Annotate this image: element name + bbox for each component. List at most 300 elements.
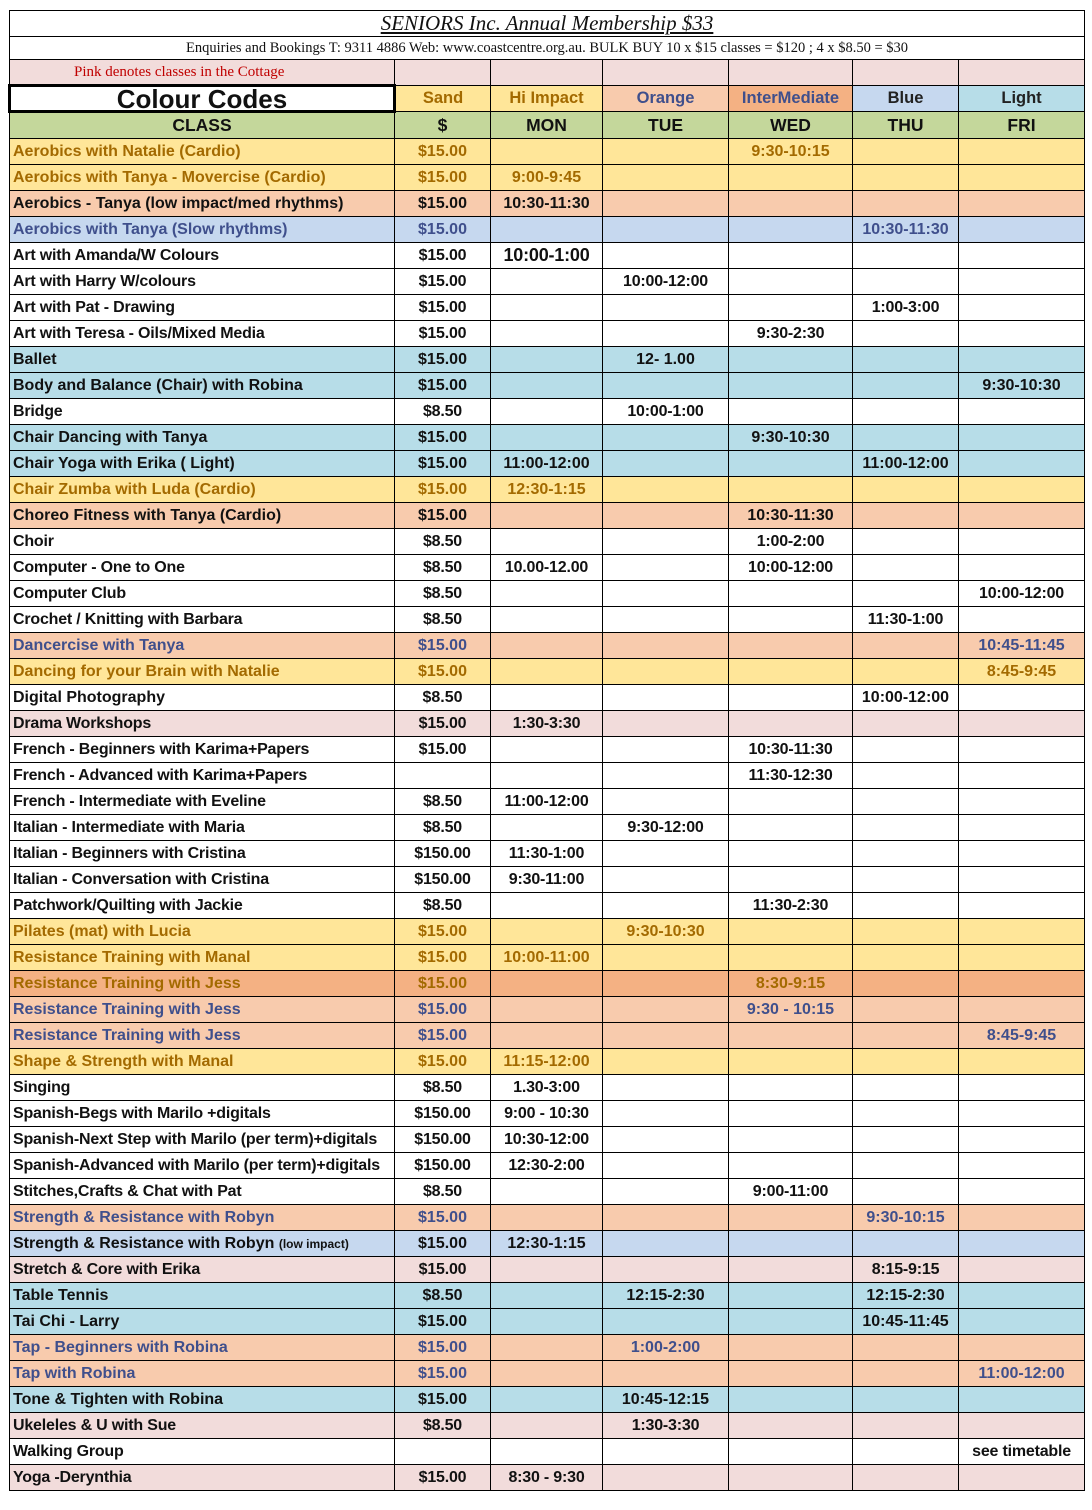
wed-cell xyxy=(729,945,853,971)
tue-cell xyxy=(603,555,729,581)
mon-cell xyxy=(491,321,603,347)
colour-codes-title: Colour Codes xyxy=(10,86,395,112)
wed-cell: 8:30-9:15 xyxy=(729,971,853,997)
thu-cell xyxy=(853,1413,959,1439)
class-name-cell xyxy=(10,789,395,815)
wed-cell xyxy=(729,841,853,867)
class-label: Drama Workshops xyxy=(13,714,152,732)
tue-cell xyxy=(603,477,729,503)
table-row xyxy=(10,555,1085,581)
price-cell: $15.00 xyxy=(395,451,491,477)
class-name-cell xyxy=(10,503,395,529)
mon-cell xyxy=(491,269,603,295)
price-cell: $15.00 xyxy=(395,1465,491,1491)
table-row xyxy=(10,1153,1085,1179)
header-thu: THU xyxy=(853,112,959,139)
header-price: $ xyxy=(395,112,491,139)
info-row xyxy=(10,37,1085,60)
mon-cell xyxy=(491,373,603,399)
class-name-cell xyxy=(10,1075,395,1101)
empty-cell xyxy=(729,60,853,86)
thu-cell xyxy=(853,1127,959,1153)
mon-cell xyxy=(491,1257,603,1283)
table-row xyxy=(10,1465,1085,1491)
price-cell: $8.50 xyxy=(395,1283,491,1309)
wed-cell xyxy=(729,1387,853,1413)
tue-cell: 9:30-10:30 xyxy=(603,919,729,945)
class-label: Tone & Tighten with Robina xyxy=(13,1390,224,1408)
thu-cell xyxy=(853,971,959,997)
price-cell: $15.00 xyxy=(395,659,491,685)
thu-cell xyxy=(853,867,959,893)
thu-cell xyxy=(853,893,959,919)
mon-cell xyxy=(491,1335,603,1361)
price-cell: $15.00 xyxy=(395,1231,491,1257)
class-suffix: (low impact) xyxy=(278,1236,349,1251)
table-row xyxy=(10,1179,1085,1205)
table-row xyxy=(10,1309,1085,1335)
price-cell: $15.00 xyxy=(395,165,491,191)
header-wed: WED xyxy=(729,112,853,139)
tue-cell xyxy=(603,321,729,347)
tue-cell xyxy=(603,659,729,685)
wed-cell xyxy=(729,451,853,477)
wed-cell: 9:30-10:15 xyxy=(729,139,853,165)
wed-cell xyxy=(729,1127,853,1153)
mon-cell xyxy=(491,1439,603,1465)
wed-cell: 9:30-2:30 xyxy=(729,321,853,347)
thu-cell xyxy=(853,347,959,373)
fri-cell xyxy=(959,607,1085,633)
mon-cell xyxy=(491,1309,603,1335)
tue-cell xyxy=(603,243,729,269)
title-row xyxy=(10,11,1085,37)
table-row xyxy=(10,347,1085,373)
table-row xyxy=(10,1127,1085,1153)
class-label: Tap - Beginners with Robina xyxy=(13,1338,228,1356)
class-name-cell xyxy=(10,373,395,399)
wed-cell xyxy=(729,867,853,893)
price-cell: $8.50 xyxy=(395,581,491,607)
wed-cell xyxy=(729,633,853,659)
header-tue: TUE xyxy=(603,112,729,139)
mon-cell: 12:30-1:15 xyxy=(491,477,603,503)
tue-cell xyxy=(603,1309,729,1335)
table-row xyxy=(10,1257,1085,1283)
price-cell: $15.00 xyxy=(395,217,491,243)
price-cell: $15.00 xyxy=(395,1257,491,1283)
table-row xyxy=(10,893,1085,919)
fri-cell xyxy=(959,269,1085,295)
price-cell: $15.00 xyxy=(395,945,491,971)
page-title: SENIORS Inc. Annual Membership $33 xyxy=(10,11,1085,37)
wed-cell: 11:30-12:30 xyxy=(729,763,853,789)
class-name-cell xyxy=(10,295,395,321)
class-label: Bridge xyxy=(13,402,63,420)
fri-cell xyxy=(959,1231,1085,1257)
class-name-cell xyxy=(10,1361,395,1387)
tue-cell xyxy=(603,217,729,243)
mon-cell xyxy=(491,919,603,945)
mon-cell xyxy=(491,1387,603,1413)
class-name-cell xyxy=(10,529,395,555)
price-cell: $150.00 xyxy=(395,1127,491,1153)
colour-codes-row xyxy=(10,86,1085,112)
tue-cell xyxy=(603,1361,729,1387)
wed-cell: 9:30 - 10:15 xyxy=(729,997,853,1023)
tue-cell xyxy=(603,945,729,971)
mon-cell xyxy=(491,659,603,685)
table-row xyxy=(10,867,1085,893)
table-row xyxy=(10,1023,1085,1049)
wed-cell xyxy=(729,217,853,243)
tue-cell xyxy=(603,1023,729,1049)
class-label: Stretch & Core with Erika xyxy=(13,1260,201,1278)
fri-cell xyxy=(959,893,1085,919)
thu-cell xyxy=(853,1075,959,1101)
wed-cell: 9:30-10:30 xyxy=(729,425,853,451)
wed-cell xyxy=(729,1309,853,1335)
tue-cell xyxy=(603,763,729,789)
class-label: Art with Amanda/W Colours xyxy=(13,246,219,264)
price-cell: $15.00 xyxy=(395,633,491,659)
class-label: Digital Photography xyxy=(13,688,165,706)
price-cell: $15.00 xyxy=(395,347,491,373)
header-fri: FRI xyxy=(959,112,1085,139)
price-cell: $8.50 xyxy=(395,1075,491,1101)
enquiries-info: Enquiries and Bookings T: 9311 4886 Web: www.coastcentre.org.au. BULK BUY 10 x $15 classes = $120 ; 4 x $8.50 = $30 xyxy=(10,37,1085,60)
class-label: Spanish-Next Step with Marilo (per term)+digitals xyxy=(13,1130,378,1148)
thu-cell xyxy=(853,737,959,763)
mon-cell: 11:15-12:00 xyxy=(491,1049,603,1075)
class-label: Art with Pat - Drawing xyxy=(13,298,175,316)
class-label: Ballet xyxy=(13,350,57,368)
thu-cell xyxy=(853,165,959,191)
code-sand: Sand xyxy=(395,86,491,112)
thu-cell xyxy=(853,711,959,737)
table-row xyxy=(10,165,1085,191)
thu-cell xyxy=(853,503,959,529)
mon-cell: 10.00-12.00 xyxy=(491,555,603,581)
table-row xyxy=(10,1439,1085,1465)
tue-cell: 1:00-2:00 xyxy=(603,1335,729,1361)
class-label: Art with Harry W/colours xyxy=(13,272,196,290)
price-cell: $15.00 xyxy=(395,971,491,997)
class-name-cell xyxy=(10,217,395,243)
class-name-cell xyxy=(10,971,395,997)
class-label: French - Intermediate with Eveline xyxy=(13,792,266,810)
table-row xyxy=(10,139,1085,165)
class-label: Italian - Conversation with Cristina xyxy=(13,870,269,888)
tue-cell xyxy=(603,711,729,737)
table-row xyxy=(10,841,1085,867)
tue-cell xyxy=(603,373,729,399)
mon-cell xyxy=(491,763,603,789)
class-label: Resistance Training with Jess xyxy=(13,1000,241,1018)
class-label: Art with Teresa - Oils/Mixed Media xyxy=(13,324,265,342)
empty-cell xyxy=(395,60,491,86)
fri-cell xyxy=(959,763,1085,789)
column-header-row xyxy=(10,112,1085,139)
table-row xyxy=(10,529,1085,555)
table-row xyxy=(10,1413,1085,1439)
class-label: Aerobics with Natalie (Cardio) xyxy=(13,142,241,160)
class-label: Choir xyxy=(13,532,54,550)
fri-cell xyxy=(959,1387,1085,1413)
tue-cell xyxy=(603,997,729,1023)
thu-cell: 1:00-3:00 xyxy=(853,295,959,321)
class-label: Yoga -Derynthia xyxy=(13,1468,132,1486)
wed-cell xyxy=(729,685,853,711)
tue-cell xyxy=(603,503,729,529)
price-cell: $15.00 xyxy=(395,997,491,1023)
class-label: Table Tennis xyxy=(13,1286,109,1304)
fri-cell xyxy=(959,1049,1085,1075)
class-name-cell xyxy=(10,945,395,971)
tue-cell: 1:30-3:30 xyxy=(603,1413,729,1439)
class-name-cell xyxy=(10,1283,395,1309)
fri-cell xyxy=(959,139,1085,165)
class-name-cell xyxy=(10,1101,395,1127)
class-name-cell xyxy=(10,321,395,347)
mon-cell xyxy=(491,685,603,711)
price-cell: $15.00 xyxy=(395,321,491,347)
price-cell: $8.50 xyxy=(395,399,491,425)
table-row xyxy=(10,633,1085,659)
tue-cell xyxy=(603,971,729,997)
fri-cell xyxy=(959,1179,1085,1205)
table-row xyxy=(10,1231,1085,1257)
class-name-cell xyxy=(10,685,395,711)
thu-cell xyxy=(853,425,959,451)
wed-cell: 10:30-11:30 xyxy=(729,737,853,763)
mon-cell xyxy=(491,425,603,451)
price-cell: $15.00 xyxy=(395,269,491,295)
thu-cell xyxy=(853,1153,959,1179)
class-label: Body and Balance (Chair) with Robina xyxy=(13,376,303,394)
fri-cell xyxy=(959,1075,1085,1101)
fri-cell xyxy=(959,1283,1085,1309)
wed-cell: 1:00-2:00 xyxy=(729,529,853,555)
thu-cell xyxy=(853,1023,959,1049)
thu-cell xyxy=(853,139,959,165)
fri-cell xyxy=(959,1257,1085,1283)
fri-cell: 9:30-10:30 xyxy=(959,373,1085,399)
thu-cell xyxy=(853,555,959,581)
price-cell: $15.00 xyxy=(395,243,491,269)
wed-cell xyxy=(729,347,853,373)
class-name-cell xyxy=(10,893,395,919)
wed-cell xyxy=(729,1335,853,1361)
mon-cell xyxy=(491,399,603,425)
thu-cell xyxy=(853,373,959,399)
wed-cell: 11:30-2:30 xyxy=(729,893,853,919)
mon-cell: 10:30-11:30 xyxy=(491,191,603,217)
mon-cell xyxy=(491,815,603,841)
fri-cell xyxy=(959,867,1085,893)
table-row xyxy=(10,685,1085,711)
table-row xyxy=(10,711,1085,737)
class-name-cell xyxy=(10,581,395,607)
price-cell: $8.50 xyxy=(395,555,491,581)
fri-cell xyxy=(959,399,1085,425)
class-name-cell xyxy=(10,139,395,165)
table-row xyxy=(10,737,1085,763)
thu-cell xyxy=(853,919,959,945)
table-row xyxy=(10,1049,1085,1075)
table-row xyxy=(10,217,1085,243)
wed-cell xyxy=(729,1205,853,1231)
wed-cell: 9:00-11:00 xyxy=(729,1179,853,1205)
price-cell: $8.50 xyxy=(395,1179,491,1205)
fri-cell: see timetable xyxy=(959,1439,1085,1465)
thu-cell xyxy=(853,841,959,867)
fri-cell xyxy=(959,815,1085,841)
thu-cell xyxy=(853,815,959,841)
tue-cell xyxy=(603,451,729,477)
tue-cell: 9:30-12:00 xyxy=(603,815,729,841)
class-label: Computer - One to One xyxy=(13,558,185,576)
price-cell: $8.50 xyxy=(395,815,491,841)
class-label: Resistance Training with Jess xyxy=(13,1026,241,1044)
fri-cell xyxy=(959,1465,1085,1491)
wed-cell xyxy=(729,373,853,399)
wed-cell xyxy=(729,815,853,841)
class-name-cell xyxy=(10,1231,395,1257)
class-label: Aerobics - Tanya (low impact/med rhythms) xyxy=(13,194,344,212)
thu-cell xyxy=(853,1361,959,1387)
table-row xyxy=(10,477,1085,503)
tue-cell xyxy=(603,1075,729,1101)
fri-cell xyxy=(959,347,1085,373)
class-label: French - Beginners with Karima+Papers xyxy=(13,740,310,758)
wed-cell xyxy=(729,191,853,217)
price-cell: $15.00 xyxy=(395,191,491,217)
fri-cell xyxy=(959,451,1085,477)
mon-cell xyxy=(491,1283,603,1309)
wed-cell xyxy=(729,1049,853,1075)
tue-cell xyxy=(603,789,729,815)
class-name-cell xyxy=(10,607,395,633)
price-cell: $15.00 xyxy=(395,737,491,763)
wed-cell xyxy=(729,1075,853,1101)
class-label: Aerobics with Tanya (Slow rhythms) xyxy=(13,220,288,238)
class-label: Chair Dancing with Tanya xyxy=(13,428,208,446)
table-row xyxy=(10,789,1085,815)
fri-cell xyxy=(959,425,1085,451)
table-row xyxy=(10,919,1085,945)
thu-cell: 9:30-10:15 xyxy=(853,1205,959,1231)
tue-cell xyxy=(603,581,729,607)
price-cell: $8.50 xyxy=(395,529,491,555)
thu-cell xyxy=(853,1179,959,1205)
mon-cell xyxy=(491,1361,603,1387)
thu-cell xyxy=(853,243,959,269)
table-row xyxy=(10,1387,1085,1413)
price-cell: $15.00 xyxy=(395,919,491,945)
price-cell: $15.00 xyxy=(395,1049,491,1075)
mon-cell: 8:30 - 9:30 xyxy=(491,1465,603,1491)
table-row xyxy=(10,1283,1085,1309)
class-name-cell xyxy=(10,1179,395,1205)
fri-cell xyxy=(959,685,1085,711)
fri-cell: 10:00-12:00 xyxy=(959,581,1085,607)
tue-cell xyxy=(603,737,729,763)
mon-cell: 10:00-1:00 xyxy=(491,243,603,269)
cottage-note: Pink denotes classes in the Cottage xyxy=(10,60,395,86)
fri-cell: 8:45-9:45 xyxy=(959,659,1085,685)
class-name-cell xyxy=(10,451,395,477)
timetable xyxy=(8,10,1085,1491)
mon-cell xyxy=(491,997,603,1023)
tue-cell: 10:45-12:15 xyxy=(603,1387,729,1413)
tue-cell xyxy=(603,425,729,451)
thu-cell xyxy=(853,1465,959,1491)
price-cell: $15.00 xyxy=(395,711,491,737)
fri-cell xyxy=(959,1335,1085,1361)
tue-cell xyxy=(603,1101,729,1127)
class-name-cell xyxy=(10,1023,395,1049)
fri-cell xyxy=(959,737,1085,763)
tue-cell xyxy=(603,633,729,659)
fri-cell xyxy=(959,711,1085,737)
mon-cell xyxy=(491,1179,603,1205)
price-cell: $15.00 xyxy=(395,1023,491,1049)
class-name-cell xyxy=(10,815,395,841)
class-name-cell xyxy=(10,841,395,867)
mon-cell: 1.30-3:00 xyxy=(491,1075,603,1101)
class-label: French - Advanced with Karima+Papers xyxy=(13,766,308,784)
price-cell: $8.50 xyxy=(395,1413,491,1439)
mon-cell xyxy=(491,295,603,321)
mon-cell xyxy=(491,139,603,165)
thu-cell: 12:15-2:30 xyxy=(853,1283,959,1309)
thu-cell xyxy=(853,581,959,607)
price-cell: $15.00 xyxy=(395,503,491,529)
thu-cell xyxy=(853,763,959,789)
class-label: Dancercise with Tanya xyxy=(13,636,185,654)
class-name-cell xyxy=(10,555,395,581)
thu-cell: 8:15-9:15 xyxy=(853,1257,959,1283)
fri-cell: 11:00-12:00 xyxy=(959,1361,1085,1387)
table-row xyxy=(10,945,1085,971)
thu-cell xyxy=(853,633,959,659)
class-label: Pilates (mat) with Lucia xyxy=(13,922,191,940)
thu-cell xyxy=(853,997,959,1023)
fri-cell xyxy=(959,1309,1085,1335)
code-intermediate: InterMediate xyxy=(729,86,853,112)
fri-cell: 10:45-11:45 xyxy=(959,633,1085,659)
fri-cell xyxy=(959,1413,1085,1439)
mon-cell xyxy=(491,607,603,633)
thu-cell xyxy=(853,945,959,971)
class-name-cell xyxy=(10,477,395,503)
table-row xyxy=(10,1101,1085,1127)
fri-cell xyxy=(959,165,1085,191)
wed-cell: 10:30-11:30 xyxy=(729,503,853,529)
table-row xyxy=(10,399,1085,425)
wed-cell xyxy=(729,1257,853,1283)
tue-cell: 12:15-2:30 xyxy=(603,1283,729,1309)
fri-cell xyxy=(959,919,1085,945)
thu-cell: 10:45-11:45 xyxy=(853,1309,959,1335)
tue-cell xyxy=(603,1439,729,1465)
empty-cell xyxy=(603,60,729,86)
class-label: Shape & Strength with Manal xyxy=(13,1052,234,1070)
wed-cell xyxy=(729,1283,853,1309)
class-name-cell xyxy=(10,1049,395,1075)
tue-cell: 12- 1.00 xyxy=(603,347,729,373)
